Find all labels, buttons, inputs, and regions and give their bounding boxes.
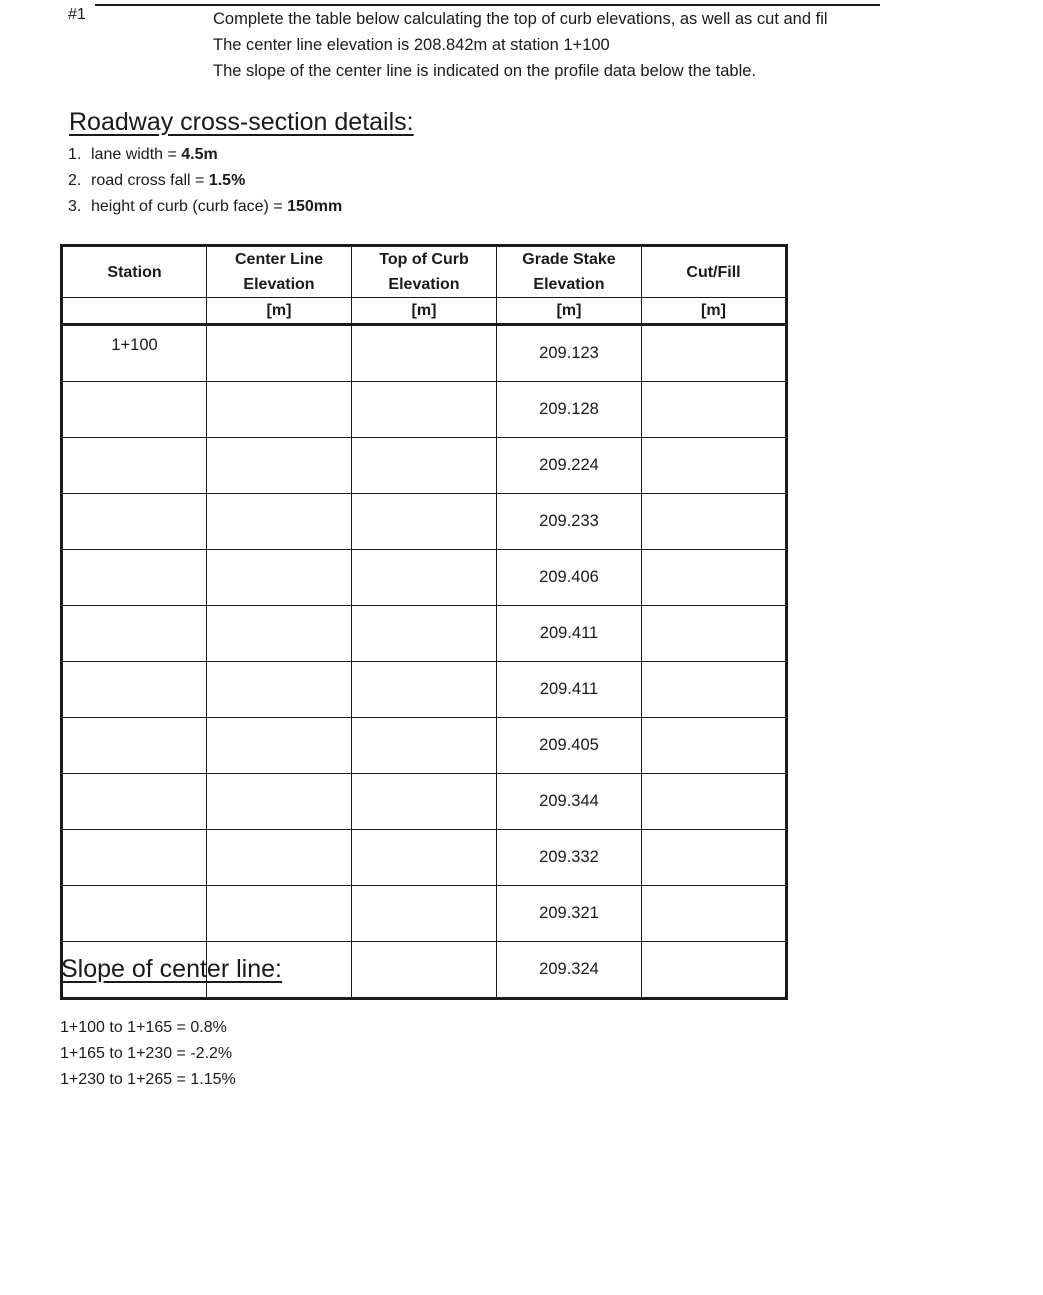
cell-station[interactable] [62, 886, 207, 942]
instructions [213, 6, 828, 84]
table-row [62, 494, 787, 550]
cell-center-line[interactable] [207, 886, 352, 942]
details-list [68, 142, 342, 220]
details-item-number: 3. [68, 198, 82, 215]
cell-grade-stake[interactable]: 209.321 [497, 886, 642, 942]
cell-top-of-curb[interactable] [352, 382, 497, 438]
col-unit-station [62, 298, 207, 325]
cell-cut-fill[interactable] [642, 382, 787, 438]
cell-station[interactable] [62, 606, 207, 662]
cell-cut-fill[interactable] [642, 325, 787, 382]
details-item-value: 150mm [287, 198, 343, 215]
col-header-station: Station [62, 246, 207, 298]
details-item-value: 4.5m [181, 146, 218, 163]
cell-center-line[interactable] [207, 550, 352, 606]
problem-number: #1 [68, 6, 86, 23]
details-item [68, 194, 342, 220]
cell-grade-stake[interactable]: 209.405 [497, 718, 642, 774]
details-item-label: road cross fall = [91, 172, 209, 189]
details-item [68, 142, 342, 168]
slope-item: 1+230 to 1+265 = 1.15% [60, 1071, 236, 1088]
details-heading: Roadway cross-section details: [69, 108, 414, 136]
cell-cut-fill[interactable] [642, 942, 787, 999]
cell-center-line[interactable] [207, 606, 352, 662]
cell-cut-fill[interactable] [642, 494, 787, 550]
cell-grade-stake[interactable]: 209.324 [497, 942, 642, 999]
cell-top-of-curb[interactable] [352, 438, 497, 494]
table-row [62, 550, 787, 606]
cell-station[interactable] [62, 550, 207, 606]
table-row [62, 886, 787, 942]
details-item-number: 2. [68, 172, 82, 189]
grade-table [60, 244, 788, 1000]
cell-grade-stake[interactable]: 209.128 [497, 382, 642, 438]
cell-station[interactable]: 1+100 [62, 325, 207, 382]
cell-top-of-curb[interactable] [352, 886, 497, 942]
cell-top-of-curb[interactable] [352, 774, 497, 830]
cell-center-line[interactable] [207, 830, 352, 886]
cell-center-line[interactable] [207, 438, 352, 494]
cell-top-of-curb[interactable] [352, 830, 497, 886]
details-item-label: lane width = [91, 146, 182, 163]
table-row [62, 718, 787, 774]
cell-top-of-curb[interactable] [352, 494, 497, 550]
col-unit-grade-stake: [m] [497, 298, 642, 325]
instruction-line: The slope of the center line is indicated on the profile data below the table. [213, 62, 757, 80]
slope-list [60, 1015, 236, 1093]
cell-center-line[interactable] [207, 382, 352, 438]
col-header-grade-stake: Grade Stake Elevation [497, 246, 642, 298]
cell-cut-fill[interactable] [642, 606, 787, 662]
cell-cut-fill[interactable] [642, 774, 787, 830]
cell-grade-stake[interactable]: 209.123 [497, 325, 642, 382]
col-header-center-line: Center Line Elevation [207, 246, 352, 298]
cell-top-of-curb[interactable] [352, 718, 497, 774]
col-unit-cut-fill: [m] [642, 298, 787, 325]
table-row [62, 774, 787, 830]
cell-grade-stake[interactable]: 209.224 [497, 438, 642, 494]
details-item-number: 1. [68, 146, 82, 163]
instruction-line: The center line elevation is 208.842m at station 1+100 [213, 36, 610, 54]
cell-grade-stake[interactable]: 209.411 [497, 662, 642, 718]
cell-cut-fill[interactable] [642, 830, 787, 886]
slope-heading: Slope of center line: [61, 955, 282, 983]
cell-center-line[interactable] [207, 325, 352, 382]
col-header-top-of-curb: Top of Curb Elevation [352, 246, 497, 298]
cell-center-line[interactable] [207, 718, 352, 774]
slope-item: 1+165 to 1+230 = -2.2% [60, 1045, 233, 1062]
instruction-line: Complete the table below calculating the top of curb elevations, as well as cut and fil [213, 10, 828, 28]
cell-cut-fill[interactable] [642, 718, 787, 774]
cell-top-of-curb[interactable] [352, 662, 497, 718]
details-item-label: height of curb (curb face) = [91, 198, 288, 215]
cell-grade-stake[interactable]: 209.411 [497, 606, 642, 662]
cell-cut-fill[interactable] [642, 886, 787, 942]
table-row [62, 830, 787, 886]
cell-station[interactable] [62, 494, 207, 550]
cell-center-line[interactable] [207, 662, 352, 718]
table-row [62, 325, 787, 382]
cell-center-line[interactable] [207, 494, 352, 550]
cell-station[interactable] [62, 774, 207, 830]
details-item-value: 1.5% [208, 172, 246, 189]
cell-cut-fill[interactable] [642, 438, 787, 494]
col-header-cut-fill: Cut/Fill [642, 246, 787, 298]
table-row [62, 382, 787, 438]
cell-top-of-curb[interactable] [352, 550, 497, 606]
cell-top-of-curb[interactable] [352, 606, 497, 662]
cell-grade-stake[interactable]: 209.344 [497, 774, 642, 830]
cell-grade-stake[interactable]: 209.332 [497, 830, 642, 886]
details-item [68, 168, 342, 194]
cell-cut-fill[interactable] [642, 550, 787, 606]
cell-station[interactable] [62, 438, 207, 494]
cell-station[interactable] [62, 382, 207, 438]
cell-top-of-curb[interactable] [352, 325, 497, 382]
cell-top-of-curb[interactable] [352, 942, 497, 999]
cell-cut-fill[interactable] [642, 662, 787, 718]
cell-station[interactable] [62, 718, 207, 774]
cell-grade-stake[interactable]: 209.233 [497, 494, 642, 550]
table-row [62, 662, 787, 718]
cell-center-line[interactable] [207, 774, 352, 830]
slope-item: 1+100 to 1+165 = 0.8% [60, 1019, 227, 1036]
cell-grade-stake[interactable]: 209.406 [497, 550, 642, 606]
table-row [62, 606, 787, 662]
cell-station[interactable] [62, 662, 207, 718]
table-row [62, 438, 787, 494]
col-unit-top-of-curb: [m] [352, 298, 497, 325]
col-unit-center-line: [m] [207, 298, 352, 325]
cell-station[interactable] [62, 830, 207, 886]
